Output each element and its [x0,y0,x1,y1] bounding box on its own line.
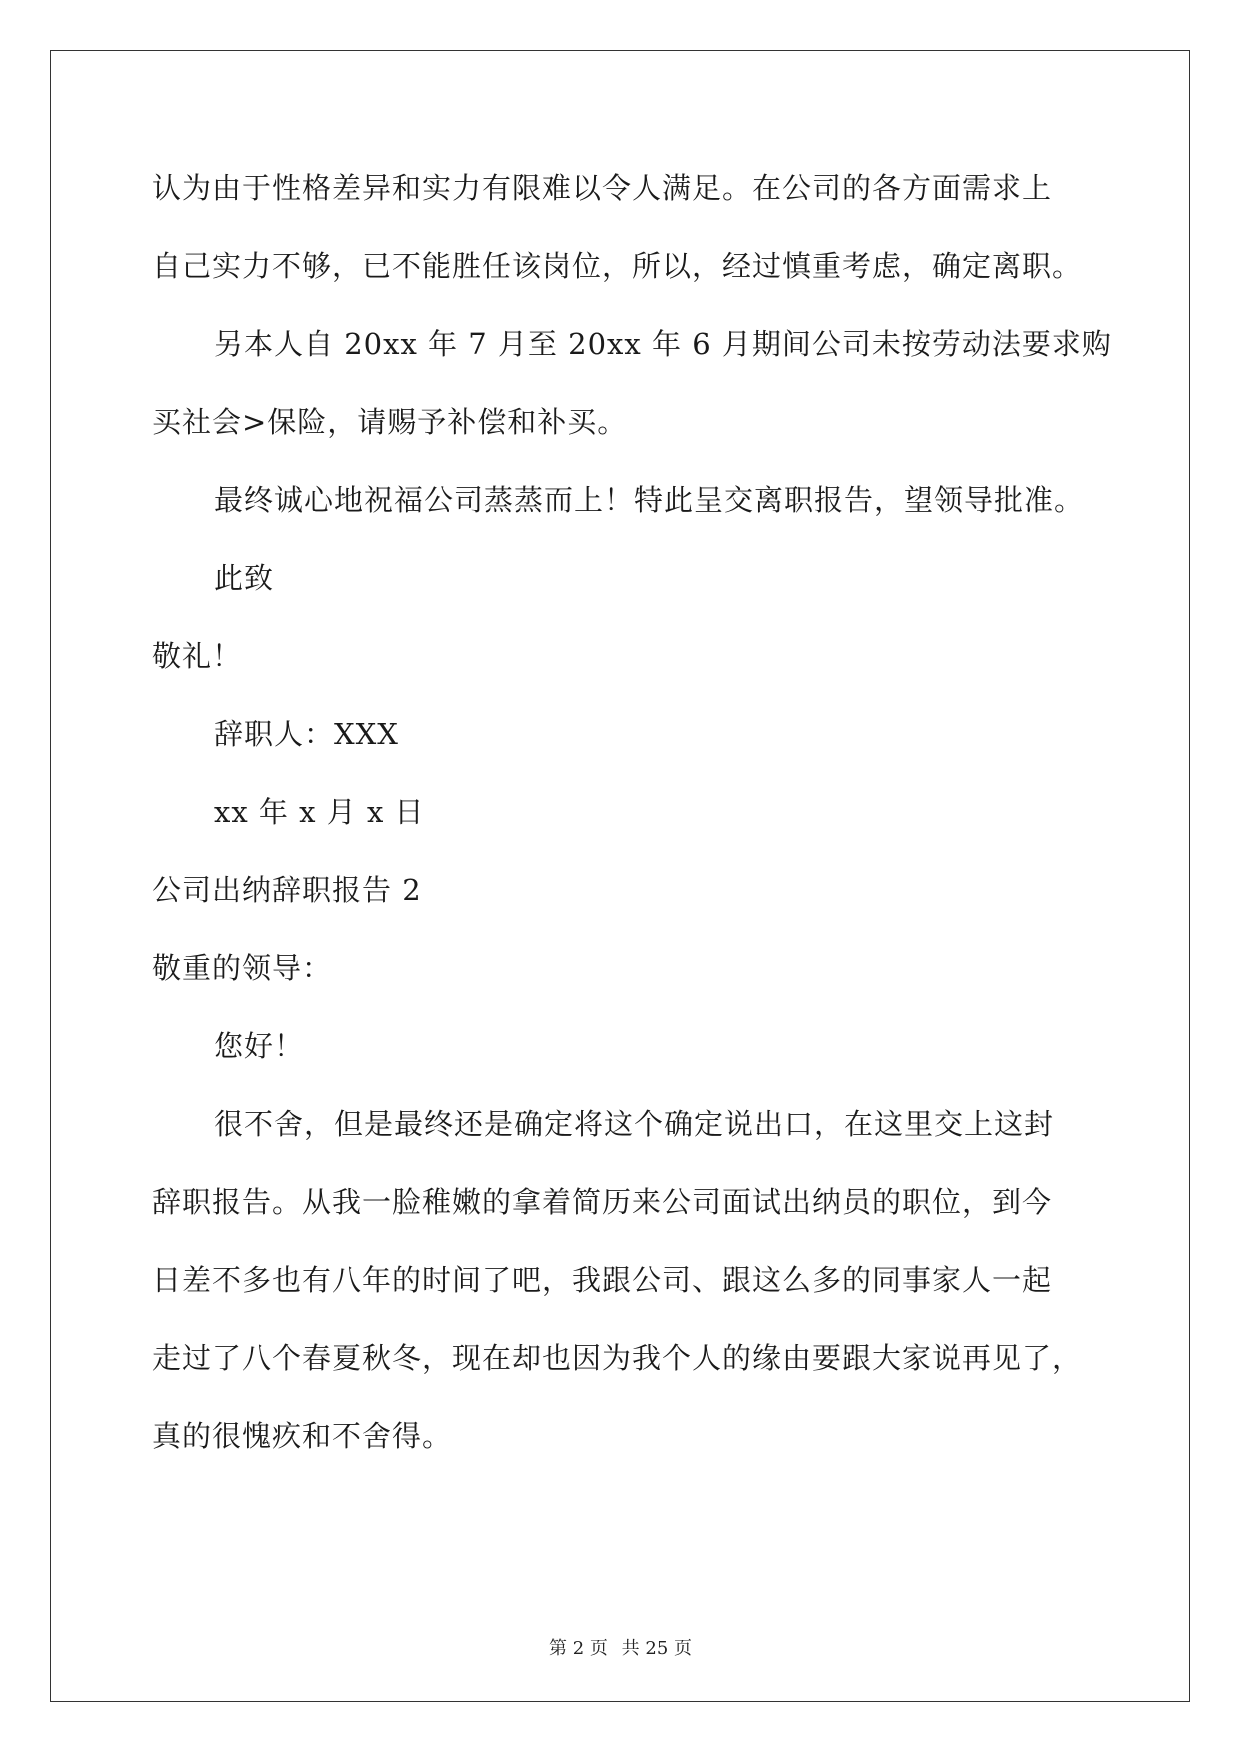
signature-line: 辞职人：XXX [214,717,399,751]
closing-regards: 敬礼！ [152,639,243,673]
greeting-hello: 您好！ [214,1029,305,1063]
text-line: 走过了八个春夏秋冬，现在却也因为我个人的缘由要跟大家说再见了， [152,1341,1083,1375]
text-line: 辞职报告。从我一脸稚嫩的拿着简历来公司面试出纳员的职位，到今 [152,1185,1053,1219]
page-total: 共 25 页 [621,1638,692,1659]
text-line: 自己实力不够，已不能胜任该岗位，所以，经过慎重考虑，确定离职。 [152,249,1083,283]
text-line: 很不舍，但是最终还是确定将这个确定说出口，在这里交上这封 [214,1107,1055,1141]
text-line: 认为由于性格差异和实力有限难以令人满足。在公司的各方面需求上 [152,171,1053,205]
text-line: 买社会>保险，请赐予补偿和补买。 [152,405,628,439]
text-line: 另本人自 20xx 年 7 月至 20xx 年 6 月期间公司未按劳动法要求购 [214,327,1112,361]
section-title: 公司出纳辞职报告 2 [152,873,422,907]
text-line: 真的很愧疚和不舍得。 [152,1419,453,1453]
greeting: 敬重的领导： [152,951,333,985]
page-number: 第 2 页 [549,1638,608,1659]
closing-salutation: 此致 [214,561,275,595]
text-line: 日差不多也有八年的时间了吧，我跟公司、跟这么多的同事家人一起 [152,1263,1053,1297]
text-line: 最终诚心地祝福公司蒸蒸而上！特此呈交离职报告，望领导批准。 [214,483,1085,517]
page-footer [0,1637,1241,1661]
date-line: xx 年 x 月 x 日 [214,795,425,829]
